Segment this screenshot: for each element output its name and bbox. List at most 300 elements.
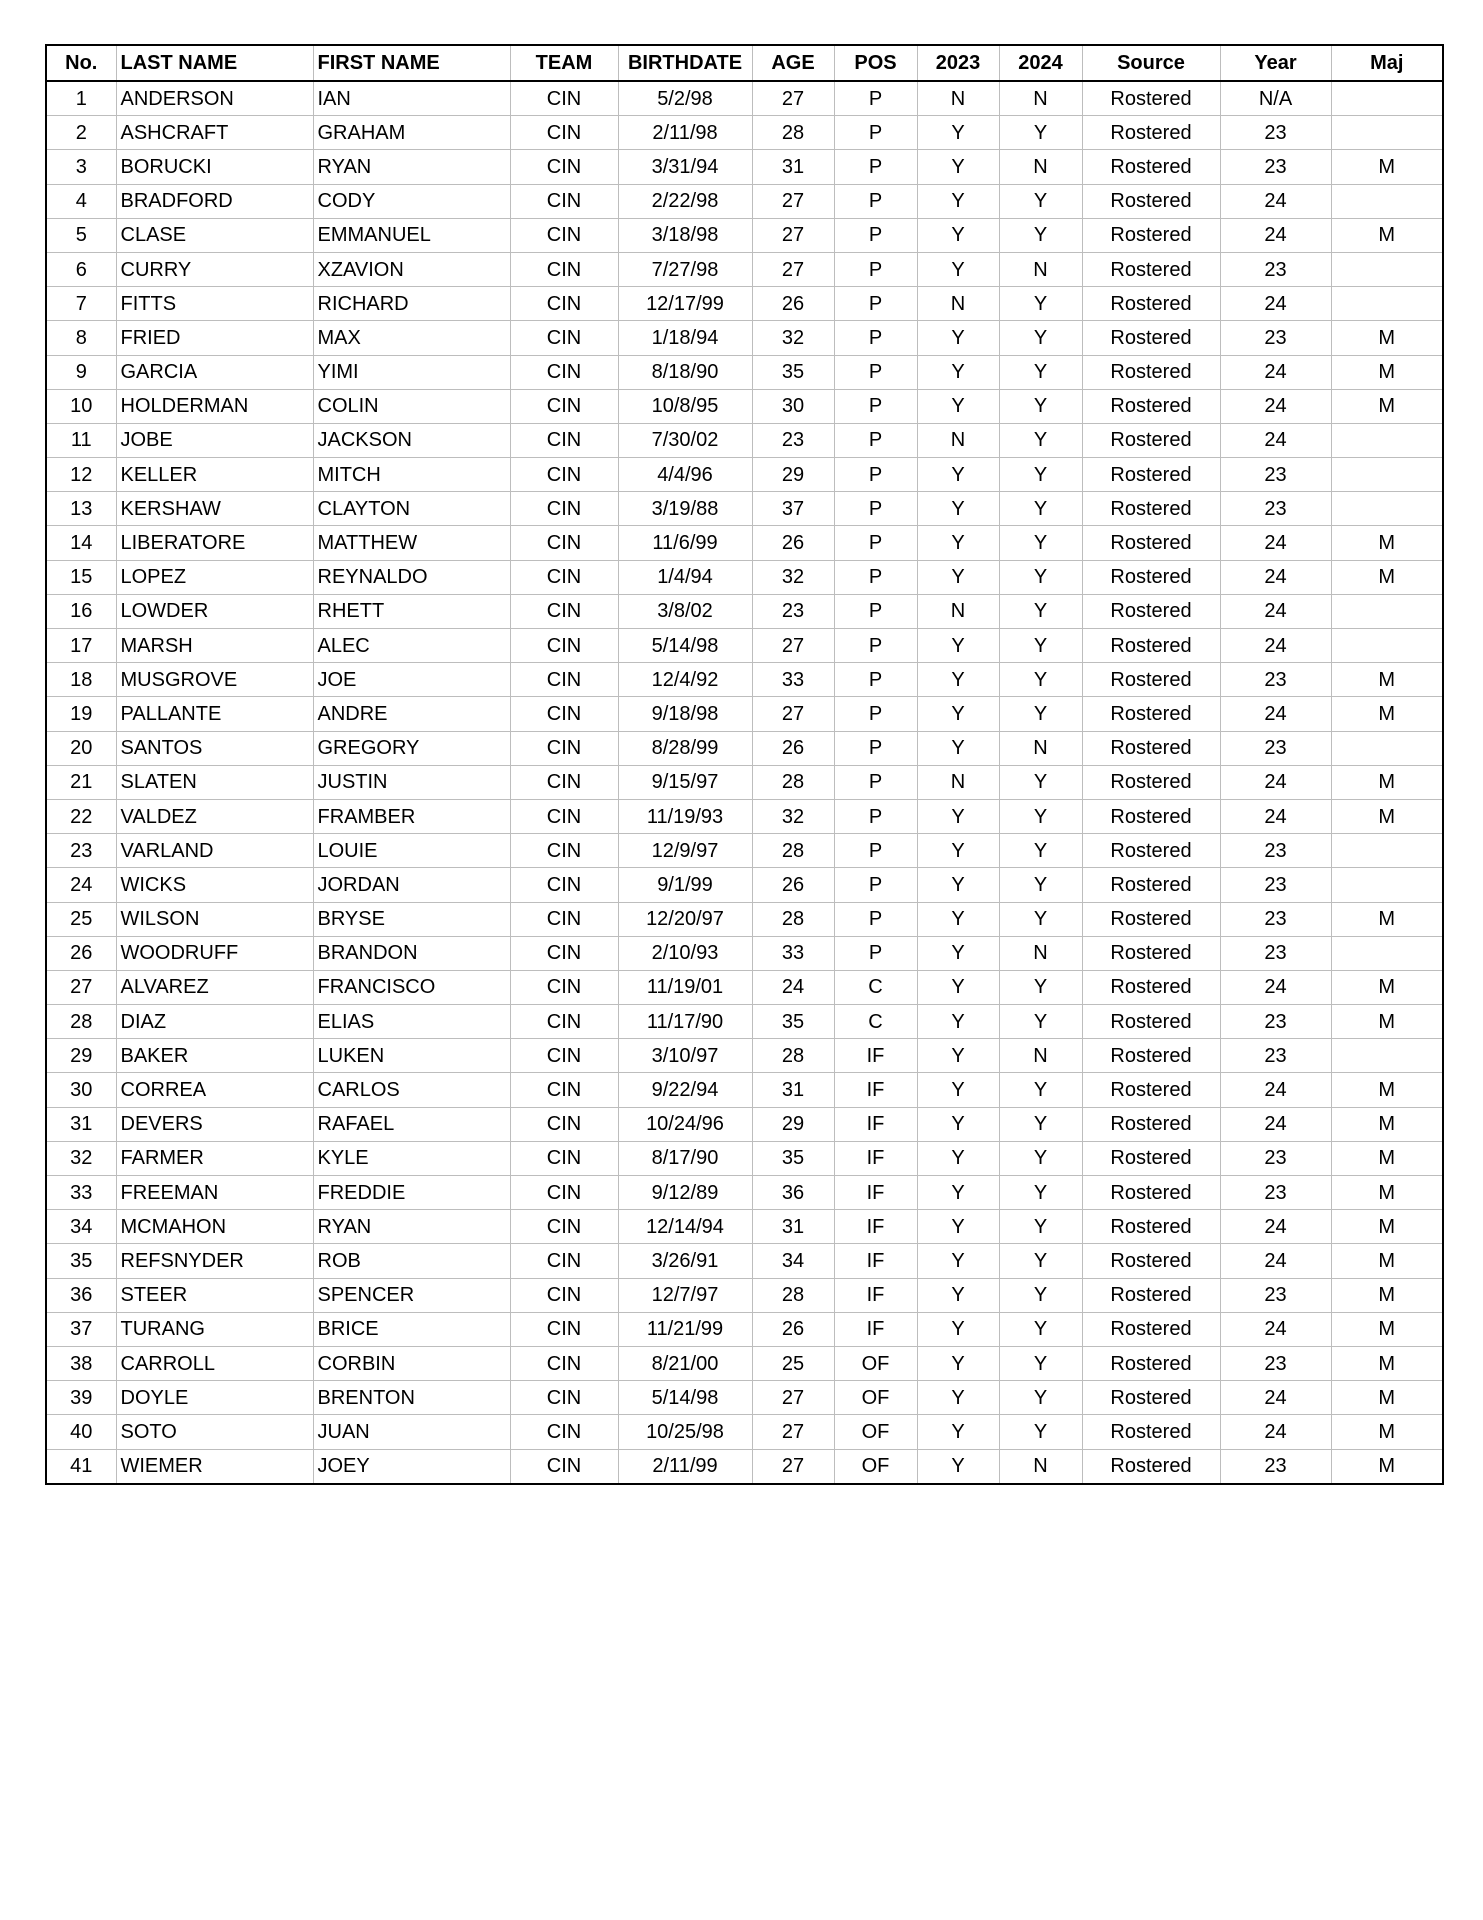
cell-last-name: MCMAHON (116, 1210, 313, 1244)
cell-pos: OF (834, 1449, 917, 1484)
cell-no: 16 (46, 594, 116, 628)
cell-first-name: IAN (313, 81, 510, 116)
table-row (46, 970, 1443, 1004)
cell-2023: N (917, 287, 999, 321)
cell-birthdate: 3/19/88 (618, 492, 752, 526)
cell-2024: N (999, 1039, 1082, 1073)
table-row (46, 287, 1443, 321)
cell-2024: Y (999, 389, 1082, 423)
cell-2024: Y (999, 697, 1082, 731)
cell-no: 14 (46, 526, 116, 560)
cell-birthdate: 10/25/98 (618, 1415, 752, 1449)
cell-first-name: SPENCER (313, 1278, 510, 1312)
cell-team: CIN (510, 1312, 618, 1346)
cell-source: Rostered (1082, 868, 1220, 902)
cell-year: 24 (1220, 389, 1331, 423)
cell-year: 23 (1220, 834, 1331, 868)
cell-2024: Y (999, 765, 1082, 799)
cell-first-name: ELIAS (313, 1005, 510, 1039)
cell-year: 24 (1220, 1415, 1331, 1449)
cell-birthdate: 3/31/94 (618, 150, 752, 184)
cell-first-name: RYAN (313, 150, 510, 184)
cell-year: 24 (1220, 218, 1331, 252)
cell-source: Rostered (1082, 970, 1220, 1004)
header-age: AGE (752, 45, 834, 81)
cell-maj (1331, 731, 1443, 765)
cell-source: Rostered (1082, 765, 1220, 799)
table-row (46, 594, 1443, 628)
cell-pos: P (834, 458, 917, 492)
cell-source: Rostered (1082, 1244, 1220, 1278)
cell-team: CIN (510, 834, 618, 868)
table-row (46, 389, 1443, 423)
cell-birthdate: 12/17/99 (618, 287, 752, 321)
cell-2023: Y (917, 252, 999, 286)
cell-2024: Y (999, 1176, 1082, 1210)
cell-last-name: WICKS (116, 868, 313, 902)
cell-no: 23 (46, 834, 116, 868)
cell-2024: Y (999, 1415, 1082, 1449)
cell-maj (1331, 184, 1443, 218)
cell-team: CIN (510, 526, 618, 560)
cell-no: 5 (46, 218, 116, 252)
cell-team: CIN (510, 287, 618, 321)
cell-no: 25 (46, 902, 116, 936)
cell-pos: IF (834, 1073, 917, 1107)
cell-birthdate: 3/18/98 (618, 218, 752, 252)
cell-team: CIN (510, 389, 618, 423)
cell-team: CIN (510, 868, 618, 902)
cell-maj: M (1331, 389, 1443, 423)
cell-first-name: COLIN (313, 389, 510, 423)
cell-team: CIN (510, 321, 618, 355)
cell-source: Rostered (1082, 492, 1220, 526)
cell-last-name: CARROLL (116, 1346, 313, 1380)
cell-birthdate: 12/14/94 (618, 1210, 752, 1244)
cell-source: Rostered (1082, 252, 1220, 286)
cell-last-name: FARMER (116, 1141, 313, 1175)
cell-birthdate: 11/19/93 (618, 799, 752, 833)
cell-2023: Y (917, 834, 999, 868)
cell-2023: Y (917, 1381, 999, 1415)
cell-maj: M (1331, 150, 1443, 184)
cell-2024: Y (999, 423, 1082, 457)
cell-year: 24 (1220, 184, 1331, 218)
cell-age: 27 (752, 1449, 834, 1484)
cell-last-name: VALDEZ (116, 799, 313, 833)
header-maj: Maj (1331, 45, 1443, 81)
header-row (46, 45, 1443, 81)
cell-age: 26 (752, 1312, 834, 1346)
cell-source: Rostered (1082, 1073, 1220, 1107)
cell-last-name: FRIED (116, 321, 313, 355)
cell-2023: Y (917, 492, 999, 526)
cell-team: CIN (510, 1005, 618, 1039)
cell-pos: P (834, 799, 917, 833)
cell-year: 23 (1220, 663, 1331, 697)
cell-2023: Y (917, 970, 999, 1004)
cell-pos: IF (834, 1107, 917, 1141)
cell-2024: Y (999, 1244, 1082, 1278)
cell-2024: Y (999, 560, 1082, 594)
cell-age: 27 (752, 697, 834, 731)
cell-no: 38 (46, 1346, 116, 1380)
cell-2024: Y (999, 526, 1082, 560)
cell-source: Rostered (1082, 81, 1220, 116)
cell-first-name: CODY (313, 184, 510, 218)
cell-2024: N (999, 936, 1082, 970)
cell-2024: Y (999, 868, 1082, 902)
cell-source: Rostered (1082, 1141, 1220, 1175)
cell-source: Rostered (1082, 1415, 1220, 1449)
cell-maj: M (1331, 355, 1443, 389)
cell-maj: M (1331, 1346, 1443, 1380)
cell-no: 37 (46, 1312, 116, 1346)
cell-no: 36 (46, 1278, 116, 1312)
cell-birthdate: 4/4/96 (618, 458, 752, 492)
cell-birthdate: 8/17/90 (618, 1141, 752, 1175)
cell-last-name: STEER (116, 1278, 313, 1312)
cell-maj: M (1331, 902, 1443, 936)
cell-source: Rostered (1082, 184, 1220, 218)
cell-no: 13 (46, 492, 116, 526)
cell-2024: Y (999, 834, 1082, 868)
header-2024: 2024 (999, 45, 1082, 81)
cell-age: 31 (752, 150, 834, 184)
cell-first-name: FRANCISCO (313, 970, 510, 1004)
cell-age: 37 (752, 492, 834, 526)
cell-age: 26 (752, 731, 834, 765)
cell-team: CIN (510, 765, 618, 799)
cell-maj (1331, 81, 1443, 116)
table-row (46, 902, 1443, 936)
cell-age: 30 (752, 389, 834, 423)
cell-source: Rostered (1082, 663, 1220, 697)
cell-pos: P (834, 526, 917, 560)
cell-birthdate: 5/2/98 (618, 81, 752, 116)
cell-source: Rostered (1082, 1449, 1220, 1484)
header-birthdate: BIRTHDATE (618, 45, 752, 81)
cell-birthdate: 2/22/98 (618, 184, 752, 218)
cell-age: 28 (752, 1278, 834, 1312)
cell-pos: P (834, 731, 917, 765)
cell-last-name: DOYLE (116, 1381, 313, 1415)
cell-last-name: BAKER (116, 1039, 313, 1073)
cell-no: 27 (46, 970, 116, 1004)
cell-team: CIN (510, 150, 618, 184)
table-row (46, 1073, 1443, 1107)
cell-2023: Y (917, 355, 999, 389)
cell-year: 24 (1220, 799, 1331, 833)
cell-no: 10 (46, 389, 116, 423)
cell-team: CIN (510, 1210, 618, 1244)
cell-source: Rostered (1082, 526, 1220, 560)
cell-year: 23 (1220, 1141, 1331, 1175)
cell-first-name: JUSTIN (313, 765, 510, 799)
header-year: Year (1220, 45, 1331, 81)
cell-year: 23 (1220, 902, 1331, 936)
cell-maj (1331, 1039, 1443, 1073)
cell-age: 32 (752, 799, 834, 833)
cell-2024: Y (999, 184, 1082, 218)
cell-last-name: VARLAND (116, 834, 313, 868)
cell-age: 35 (752, 1141, 834, 1175)
cell-last-name: ANDERSON (116, 81, 313, 116)
cell-no: 20 (46, 731, 116, 765)
cell-source: Rostered (1082, 1176, 1220, 1210)
cell-age: 28 (752, 902, 834, 936)
cell-source: Rostered (1082, 218, 1220, 252)
cell-2023: N (917, 423, 999, 457)
cell-no: 31 (46, 1107, 116, 1141)
cell-no: 28 (46, 1005, 116, 1039)
cell-age: 29 (752, 1107, 834, 1141)
cell-first-name: RAFAEL (313, 1107, 510, 1141)
cell-pos: P (834, 252, 917, 286)
cell-year: 23 (1220, 936, 1331, 970)
cell-maj: M (1331, 1073, 1443, 1107)
cell-2024: Y (999, 458, 1082, 492)
cell-team: CIN (510, 1107, 618, 1141)
cell-first-name: ANDRE (313, 697, 510, 731)
cell-year: 24 (1220, 560, 1331, 594)
cell-source: Rostered (1082, 560, 1220, 594)
cell-last-name: CORREA (116, 1073, 313, 1107)
cell-last-name: MUSGROVE (116, 663, 313, 697)
table-row (46, 1381, 1443, 1415)
cell-source: Rostered (1082, 1381, 1220, 1415)
cell-year: 24 (1220, 526, 1331, 560)
cell-team: CIN (510, 252, 618, 286)
cell-pos: IF (834, 1210, 917, 1244)
cell-2024: Y (999, 321, 1082, 355)
cell-team: CIN (510, 423, 618, 457)
cell-last-name: CURRY (116, 252, 313, 286)
cell-age: 27 (752, 1381, 834, 1415)
cell-maj: M (1331, 321, 1443, 355)
cell-2024: Y (999, 902, 1082, 936)
cell-maj: M (1331, 765, 1443, 799)
cell-age: 35 (752, 1005, 834, 1039)
cell-age: 23 (752, 594, 834, 628)
cell-year: 24 (1220, 423, 1331, 457)
cell-pos: IF (834, 1278, 917, 1312)
cell-maj (1331, 629, 1443, 663)
table-row (46, 355, 1443, 389)
table-row (46, 1176, 1443, 1210)
cell-no: 4 (46, 184, 116, 218)
cell-2023: Y (917, 321, 999, 355)
cell-maj: M (1331, 1415, 1443, 1449)
header-team: TEAM (510, 45, 618, 81)
cell-maj: M (1378, 1455, 1396, 1478)
cell-2023: Y (917, 116, 999, 150)
table-row (46, 252, 1443, 286)
cell-pos: P (834, 287, 917, 321)
cell-pos: P (834, 184, 917, 218)
cell-first-name: JUAN (313, 1415, 510, 1449)
cell-2023: Y (917, 526, 999, 560)
cell-source: Rostered (1082, 1210, 1220, 1244)
cell-pos: IF (834, 1039, 917, 1073)
cell-year: 24 (1220, 1381, 1331, 1415)
cell-2023: N (917, 594, 999, 628)
cell-year: 24 (1220, 355, 1331, 389)
cell-birthdate: 5/14/98 (618, 629, 752, 663)
header-2023: 2023 (917, 45, 999, 81)
cell-birthdate: 9/15/97 (618, 765, 752, 799)
cell-pos: P (834, 663, 917, 697)
cell-2023: Y (917, 868, 999, 902)
cell-year: 24 (1220, 1073, 1331, 1107)
cell-no: 35 (46, 1244, 116, 1278)
cell-team: CIN (510, 1449, 618, 1484)
cell-age: 27 (752, 629, 834, 663)
cell-2024: Y (999, 1141, 1082, 1175)
cell-team: CIN (510, 936, 618, 970)
table-row (46, 1346, 1443, 1380)
cell-2023: Y (917, 1415, 999, 1449)
cell-pos: P (834, 81, 917, 116)
cell-team: CIN (510, 1176, 618, 1210)
cell-year: 23 (1220, 1005, 1331, 1039)
cell-source: Rostered (1082, 1278, 1220, 1312)
cell-age: 33 (752, 936, 834, 970)
cell-pos: P (834, 868, 917, 902)
cell-birthdate: 11/21/99 (618, 1312, 752, 1346)
cell-no: 34 (46, 1210, 116, 1244)
cell-age: 27 (752, 1415, 834, 1449)
table-row (46, 1039, 1443, 1073)
cell-year: 24 (1220, 697, 1331, 731)
cell-maj (1331, 252, 1443, 286)
cell-age: 27 (752, 252, 834, 286)
cell-team: CIN (510, 629, 618, 663)
cell-source: Rostered (1082, 799, 1220, 833)
cell-source: Rostered (1082, 355, 1220, 389)
table-row (46, 834, 1443, 868)
cell-age: 27 (752, 81, 834, 116)
cell-pos: P (834, 423, 917, 457)
cell-team: CIN (510, 81, 618, 116)
table-row (46, 1005, 1443, 1039)
cell-2024: N (999, 150, 1082, 184)
cell-year: 23 (1220, 492, 1331, 526)
cell-maj (1331, 423, 1443, 457)
cell-birthdate: 12/20/97 (618, 902, 752, 936)
cell-team: CIN (510, 731, 618, 765)
cell-source: Rostered (1082, 731, 1220, 765)
cell-2024: Y (999, 970, 1082, 1004)
cell-pos: P (834, 560, 917, 594)
cell-no: 32 (46, 1141, 116, 1175)
cell-2023: Y (917, 902, 999, 936)
cell-year: 23 (1220, 116, 1331, 150)
cell-2023: Y (917, 1346, 999, 1380)
cell-birthdate: 12/7/97 (618, 1278, 752, 1312)
cell-2023: Y (917, 1278, 999, 1312)
cell-year: 23 (1220, 150, 1331, 184)
cell-2024: Y (999, 1278, 1082, 1312)
cell-age: 27 (752, 184, 834, 218)
cell-last-name: SLATEN (116, 765, 313, 799)
cell-2023: Y (917, 1107, 999, 1141)
cell-age: 24 (752, 970, 834, 1004)
cell-2024: Y (999, 287, 1082, 321)
cell-year: 23 (1220, 868, 1331, 902)
cell-2024: Y (999, 629, 1082, 663)
cell-team: CIN (510, 218, 618, 252)
cell-team: CIN (510, 492, 618, 526)
cell-maj: M (1331, 1141, 1443, 1175)
cell-last-name: SANTOS (116, 731, 313, 765)
cell-year: 24 (1220, 1107, 1331, 1141)
cell-year: 24 (1220, 1210, 1331, 1244)
cell-no: 17 (46, 629, 116, 663)
cell-pos: OF (834, 1346, 917, 1380)
cell-age: 26 (752, 868, 834, 902)
cell-birthdate: 7/30/02 (618, 423, 752, 457)
cell-no: 29 (46, 1039, 116, 1073)
cell-source: Rostered (1082, 116, 1220, 150)
cell-first-name: MATTHEW (313, 526, 510, 560)
cell-first-name: RICHARD (313, 287, 510, 321)
cell-first-name: MAX (313, 321, 510, 355)
cell-first-name: FREDDIE (313, 1176, 510, 1210)
cell-2023: Y (917, 389, 999, 423)
cell-maj: M (1331, 560, 1443, 594)
cell-last-name: REFSNYDER (116, 1244, 313, 1278)
cell-last-name: DIAZ (116, 1005, 313, 1039)
cell-team: CIN (510, 594, 618, 628)
cell-maj (1331, 834, 1443, 868)
cell-maj: M (1331, 1244, 1443, 1278)
cell-first-name: JORDAN (313, 868, 510, 902)
cell-no: 33 (46, 1176, 116, 1210)
cell-birthdate: 8/18/90 (618, 355, 752, 389)
cell-2024: Y (999, 1107, 1082, 1141)
cell-birthdate: 7/27/98 (618, 252, 752, 286)
cell-2023: N (917, 765, 999, 799)
cell-year: 23 (1220, 731, 1331, 765)
cell-no: 12 (46, 458, 116, 492)
cell-last-name: DEVERS (116, 1107, 313, 1141)
cell-pos: OF (834, 1415, 917, 1449)
cell-2023: Y (917, 1312, 999, 1346)
cell-birthdate: 9/18/98 (618, 697, 752, 731)
cell-pos: P (834, 116, 917, 150)
cell-age: 29 (752, 458, 834, 492)
cell-first-name: JOE (313, 663, 510, 697)
cell-team: CIN (510, 1141, 618, 1175)
cell-maj: M (1331, 970, 1443, 1004)
cell-birthdate: 5/14/98 (618, 1381, 752, 1415)
cell-last-name: WIEMER (116, 1449, 313, 1484)
cell-pos: P (834, 629, 917, 663)
cell-2024: Y (999, 663, 1082, 697)
cell-source: Rostered (1082, 423, 1220, 457)
cell-age: 25 (752, 1346, 834, 1380)
cell-2024: Y (999, 594, 1082, 628)
cell-year: 24 (1220, 594, 1331, 628)
table-row (46, 81, 1443, 116)
cell-team: CIN (510, 1381, 618, 1415)
cell-birthdate: 11/19/01 (618, 970, 752, 1004)
cell-no: 8 (46, 321, 116, 355)
cell-2023: Y (917, 799, 999, 833)
cell-maj: M (1331, 1176, 1443, 1210)
cell-source: Rostered (1082, 834, 1220, 868)
